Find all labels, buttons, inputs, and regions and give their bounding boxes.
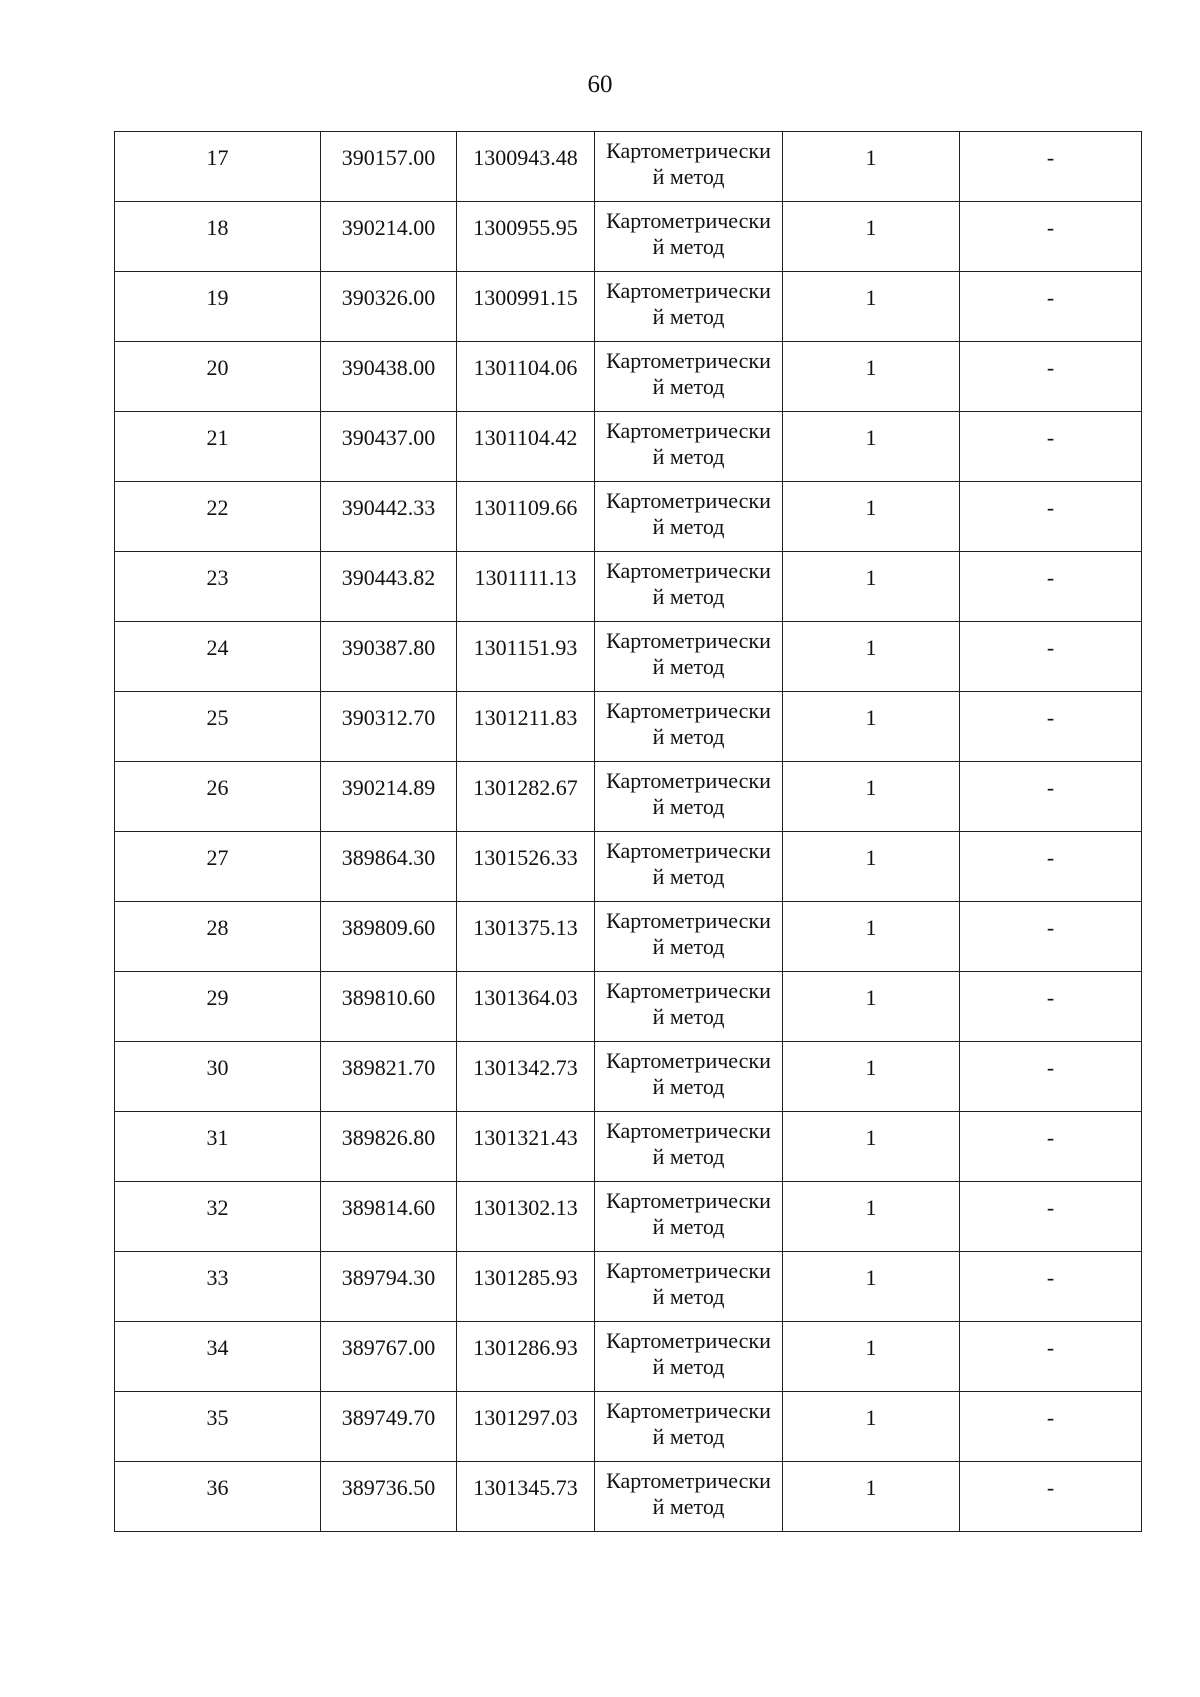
method-cell (595, 1112, 783, 1182)
y-coordinate-cell (457, 482, 595, 552)
note-cell-text: - (1046, 564, 1055, 590)
y-coordinate-cell-text: 1301342.73 (473, 1054, 578, 1080)
point-number-cell (115, 622, 321, 692)
x-coordinate-cell-text: 389749.70 (341, 1404, 436, 1430)
accuracy-cell (783, 272, 960, 342)
note-cell (960, 1112, 1142, 1182)
note-cell-text: - (1046, 1124, 1055, 1150)
accuracy-cell (783, 1042, 960, 1112)
x-coordinate-cell (321, 1112, 457, 1182)
method-cell (595, 1252, 783, 1322)
method-line-2: й метод (652, 303, 725, 329)
method-line-1: Картометрически (606, 837, 771, 863)
method-line-1: Картометрически (606, 977, 771, 1003)
note-cell-text: - (1046, 634, 1055, 660)
method-line-2: й метод (652, 1423, 725, 1449)
point-number-cell-text: 32 (206, 1194, 229, 1220)
table-row (115, 1182, 1142, 1252)
table-row (115, 1462, 1142, 1532)
note-cell-text: - (1046, 914, 1055, 940)
x-coordinate-cell-text: 389810.60 (341, 984, 436, 1010)
point-number-cell-text: 23 (206, 564, 229, 590)
accuracy-cell (783, 552, 960, 622)
method-cell (595, 692, 783, 762)
y-coordinate-cell-text: 1301297.03 (473, 1404, 578, 1430)
table-row (115, 832, 1142, 902)
accuracy-cell-text: 1 (865, 144, 877, 170)
table-row (115, 692, 1142, 762)
note-cell-text: - (1046, 284, 1055, 310)
note-cell (960, 622, 1142, 692)
x-coordinate-cell-text: 389794.30 (341, 1264, 436, 1290)
y-coordinate-cell-text: 1300943.48 (473, 144, 578, 170)
y-coordinate-cell-text: 1301151.93 (473, 634, 578, 660)
point-number-cell (115, 1322, 321, 1392)
table-row (115, 1042, 1142, 1112)
note-cell (960, 1252, 1142, 1322)
y-coordinate-cell (457, 1392, 595, 1462)
point-number-cell-text: 27 (206, 844, 229, 870)
x-coordinate-cell (321, 692, 457, 762)
method-cell (595, 202, 783, 272)
y-coordinate-cell (457, 132, 595, 202)
point-number-cell-text: 19 (206, 284, 229, 310)
accuracy-cell (783, 692, 960, 762)
method-line-2: й метод (652, 1353, 725, 1379)
method-line-2: й метод (652, 1003, 725, 1029)
table-row (115, 202, 1142, 272)
y-coordinate-cell (457, 972, 595, 1042)
method-line-2: й метод (652, 583, 725, 609)
accuracy-cell-text: 1 (865, 704, 877, 730)
note-cell-text: - (1046, 354, 1055, 380)
y-coordinate-cell (457, 412, 595, 482)
y-coordinate-cell-text: 1301285.93 (473, 1264, 578, 1290)
method-cell (595, 622, 783, 692)
method-cell (595, 272, 783, 342)
note-cell (960, 692, 1142, 762)
method-line-2: й метод (652, 1213, 725, 1239)
method-line-2: й метод (652, 443, 725, 469)
y-coordinate-cell-text: 1301321.43 (473, 1124, 578, 1150)
page-number: 60 (587, 71, 613, 98)
accuracy-cell-text: 1 (865, 984, 877, 1010)
method-line-1: Картометрически (606, 767, 771, 793)
method-line-1: Картометрически (606, 137, 771, 163)
x-coordinate-cell-text: 390442.33 (341, 494, 436, 520)
x-coordinate-cell-text: 389736.50 (341, 1474, 436, 1500)
note-cell (960, 1182, 1142, 1252)
x-coordinate-cell (321, 1252, 457, 1322)
table-row (115, 342, 1142, 412)
table-row (115, 972, 1142, 1042)
table-row (115, 1392, 1142, 1462)
y-coordinate-cell (457, 832, 595, 902)
x-coordinate-cell-text: 389826.80 (341, 1124, 436, 1150)
accuracy-cell (783, 1392, 960, 1462)
x-coordinate-cell-text: 390326.00 (341, 284, 436, 310)
method-cell (595, 832, 783, 902)
x-coordinate-cell-text: 390312.70 (341, 704, 436, 730)
y-coordinate-cell-text: 1301211.83 (473, 704, 578, 730)
method-line-2: й метод (652, 1283, 725, 1309)
method-cell (595, 342, 783, 412)
table-row (115, 762, 1142, 832)
y-coordinate-cell (457, 1042, 595, 1112)
point-number-cell-text: 24 (206, 634, 229, 660)
x-coordinate-cell-text: 390438.00 (341, 354, 436, 380)
accuracy-cell (783, 622, 960, 692)
note-cell-text: - (1046, 424, 1055, 450)
point-number-cell (115, 972, 321, 1042)
method-cell (595, 552, 783, 622)
accuracy-cell (783, 1462, 960, 1532)
point-number-cell (115, 692, 321, 762)
note-cell-text: - (1046, 984, 1055, 1010)
point-number-cell (115, 1182, 321, 1252)
method-line-2: й метод (652, 1493, 725, 1519)
point-number-cell (115, 902, 321, 972)
note-cell-text: - (1046, 1334, 1055, 1360)
note-cell-text: - (1046, 774, 1055, 800)
point-number-cell-text: 35 (206, 1404, 229, 1430)
method-line-2: й метод (652, 933, 725, 959)
x-coordinate-cell (321, 342, 457, 412)
point-number-cell-text: 22 (206, 494, 229, 520)
note-cell (960, 342, 1142, 412)
note-cell (960, 202, 1142, 272)
method-line-2: й метод (652, 373, 725, 399)
x-coordinate-cell (321, 482, 457, 552)
note-cell (960, 1322, 1142, 1392)
method-line-2: й метод (652, 863, 725, 889)
accuracy-cell (783, 1252, 960, 1322)
x-coordinate-cell (321, 132, 457, 202)
method-cell (595, 762, 783, 832)
method-line-2: й метод (652, 1143, 725, 1169)
accuracy-cell-text: 1 (865, 1334, 877, 1360)
method-line-1: Картометрически (606, 1397, 771, 1423)
method-cell (595, 902, 783, 972)
table-row (115, 482, 1142, 552)
accuracy-cell (783, 412, 960, 482)
y-coordinate-cell (457, 202, 595, 272)
x-coordinate-cell-text: 390214.89 (341, 774, 436, 800)
note-cell-text: - (1046, 1264, 1055, 1290)
x-coordinate-cell (321, 1322, 457, 1392)
point-number-cell (115, 832, 321, 902)
method-cell (595, 972, 783, 1042)
x-coordinate-cell (321, 202, 457, 272)
note-cell (960, 1042, 1142, 1112)
accuracy-cell-text: 1 (865, 214, 877, 240)
method-line-1: Картометрически (606, 1047, 771, 1073)
accuracy-cell (783, 1112, 960, 1182)
y-coordinate-cell-text: 1300955.95 (473, 214, 578, 240)
method-line-1: Картометрически (606, 1117, 771, 1143)
y-coordinate-cell-text: 1301282.67 (473, 774, 578, 800)
accuracy-cell-text: 1 (865, 844, 877, 870)
method-cell (595, 482, 783, 552)
y-coordinate-cell (457, 902, 595, 972)
note-cell (960, 412, 1142, 482)
x-coordinate-cell-text: 389821.70 (341, 1054, 436, 1080)
y-coordinate-cell (457, 762, 595, 832)
method-line-1: Картометрически (606, 347, 771, 373)
method-line-2: й метод (652, 653, 725, 679)
method-line-1: Картометрически (606, 1467, 771, 1493)
point-number-cell-text: 25 (206, 704, 229, 730)
method-cell (595, 1462, 783, 1532)
x-coordinate-cell (321, 1182, 457, 1252)
accuracy-cell-text: 1 (865, 1264, 877, 1290)
y-coordinate-cell-text: 1300991.15 (473, 284, 578, 310)
accuracy-cell-text: 1 (865, 1194, 877, 1220)
method-line-1: Картометрически (606, 1327, 771, 1353)
y-coordinate-cell (457, 552, 595, 622)
method-cell (595, 412, 783, 482)
note-cell-text: - (1046, 1474, 1055, 1500)
accuracy-cell-text: 1 (865, 564, 877, 590)
y-coordinate-cell-text: 1301375.13 (473, 914, 578, 940)
point-number-cell (115, 1462, 321, 1532)
method-line-2: й метод (652, 723, 725, 749)
coordinates-table (114, 131, 1142, 1532)
y-coordinate-cell-text: 1301104.42 (473, 424, 578, 450)
table-body (115, 132, 1142, 1532)
table-row (115, 412, 1142, 482)
point-number-cell-text: 21 (206, 424, 229, 450)
table-row (115, 902, 1142, 972)
x-coordinate-cell (321, 1462, 457, 1532)
table-row (115, 1112, 1142, 1182)
y-coordinate-cell-text: 1301104.06 (473, 354, 578, 380)
accuracy-cell (783, 482, 960, 552)
method-line-1: Картометрически (606, 207, 771, 233)
method-line-2: й метод (652, 513, 725, 539)
accuracy-cell-text: 1 (865, 1474, 877, 1500)
point-number-cell-text: 20 (206, 354, 229, 380)
accuracy-cell-text: 1 (865, 914, 877, 940)
note-cell-text: - (1046, 844, 1055, 870)
point-number-cell-text: 28 (206, 914, 229, 940)
note-cell-text: - (1046, 144, 1055, 170)
x-coordinate-cell (321, 552, 457, 622)
accuracy-cell-text: 1 (865, 1124, 877, 1150)
accuracy-cell-text: 1 (865, 774, 877, 800)
x-coordinate-cell-text: 389864.30 (341, 844, 436, 870)
note-cell-text: - (1046, 1404, 1055, 1430)
method-cell (595, 1392, 783, 1462)
x-coordinate-cell-text: 390157.00 (341, 144, 436, 170)
point-number-cell-text: 36 (206, 1474, 229, 1500)
x-coordinate-cell-text: 389809.60 (341, 914, 436, 940)
x-coordinate-cell (321, 762, 457, 832)
accuracy-cell (783, 972, 960, 1042)
y-coordinate-cell (457, 1112, 595, 1182)
x-coordinate-cell (321, 412, 457, 482)
table-row (115, 272, 1142, 342)
note-cell-text: - (1046, 704, 1055, 730)
note-cell (960, 482, 1142, 552)
accuracy-cell-text: 1 (865, 634, 877, 660)
note-cell-text: - (1046, 1054, 1055, 1080)
note-cell (960, 1392, 1142, 1462)
y-coordinate-cell-text: 1301111.13 (474, 564, 577, 590)
accuracy-cell (783, 342, 960, 412)
accuracy-cell-text: 1 (865, 284, 877, 310)
y-coordinate-cell-text: 1301286.93 (473, 1334, 578, 1360)
table-row (115, 622, 1142, 692)
point-number-cell (115, 1252, 321, 1322)
point-number-cell (115, 1392, 321, 1462)
y-coordinate-cell (457, 272, 595, 342)
method-line-1: Картометрически (606, 627, 771, 653)
x-coordinate-cell (321, 272, 457, 342)
x-coordinate-cell-text: 390437.00 (341, 424, 436, 450)
method-line-2: й метод (652, 1073, 725, 1099)
method-line-1: Картометрически (606, 1187, 771, 1213)
method-cell (595, 1042, 783, 1112)
accuracy-cell-text: 1 (865, 424, 877, 450)
y-coordinate-cell (457, 1322, 595, 1392)
point-number-cell-text: 18 (206, 214, 229, 240)
method-line-2: й метод (652, 233, 725, 259)
accuracy-cell (783, 762, 960, 832)
point-number-cell-text: 26 (206, 774, 229, 800)
y-coordinate-cell (457, 692, 595, 762)
y-coordinate-cell-text: 1301302.13 (473, 1194, 578, 1220)
y-coordinate-cell-text: 1301109.66 (473, 494, 578, 520)
y-coordinate-cell-text: 1301364.03 (473, 984, 578, 1010)
table-row (115, 552, 1142, 622)
x-coordinate-cell-text: 389767.00 (341, 1334, 436, 1360)
y-coordinate-cell (457, 342, 595, 412)
note-cell (960, 902, 1142, 972)
note-cell (960, 272, 1142, 342)
note-cell-text: - (1046, 494, 1055, 520)
point-number-cell (115, 552, 321, 622)
method-cell (595, 1182, 783, 1252)
point-number-cell-text: 33 (206, 1264, 229, 1290)
accuracy-cell-text: 1 (865, 494, 877, 520)
accuracy-cell (783, 1182, 960, 1252)
x-coordinate-cell (321, 1392, 457, 1462)
accuracy-cell (783, 902, 960, 972)
method-line-1: Картометрически (606, 487, 771, 513)
accuracy-cell-text: 1 (865, 1404, 877, 1430)
method-line-2: й метод (652, 163, 725, 189)
point-number-cell-text: 34 (206, 1334, 229, 1360)
accuracy-cell (783, 832, 960, 902)
note-cell (960, 762, 1142, 832)
point-number-cell (115, 132, 321, 202)
point-number-cell (115, 272, 321, 342)
x-coordinate-cell (321, 832, 457, 902)
note-cell-text: - (1046, 1194, 1055, 1220)
method-line-1: Картометрически (606, 1257, 771, 1283)
accuracy-cell-text: 1 (865, 1054, 877, 1080)
table-row (115, 132, 1142, 202)
point-number-cell-text: 30 (206, 1054, 229, 1080)
y-coordinate-cell (457, 1182, 595, 1252)
point-number-cell (115, 1112, 321, 1182)
point-number-cell (115, 1042, 321, 1112)
note-cell (960, 972, 1142, 1042)
accuracy-cell-text: 1 (865, 354, 877, 380)
y-coordinate-cell (457, 622, 595, 692)
table-row (115, 1322, 1142, 1392)
point-number-cell-text: 17 (206, 144, 229, 170)
x-coordinate-cell (321, 902, 457, 972)
x-coordinate-cell-text: 390443.82 (341, 564, 436, 590)
method-cell (595, 132, 783, 202)
accuracy-cell (783, 1322, 960, 1392)
point-number-cell-text: 29 (206, 984, 229, 1010)
method-line-1: Картометрически (606, 277, 771, 303)
method-line-1: Картометрически (606, 697, 771, 723)
x-coordinate-cell (321, 622, 457, 692)
note-cell (960, 552, 1142, 622)
method-line-1: Картометрически (606, 417, 771, 443)
method-line-1: Картометрически (606, 907, 771, 933)
method-line-2: й метод (652, 793, 725, 819)
y-coordinate-cell (457, 1252, 595, 1322)
table-row (115, 1252, 1142, 1322)
y-coordinate-cell-text: 1301345.73 (473, 1474, 578, 1500)
y-coordinate-cell-text: 1301526.33 (473, 844, 578, 870)
note-cell (960, 1462, 1142, 1532)
note-cell (960, 832, 1142, 902)
method-cell (595, 1322, 783, 1392)
accuracy-cell (783, 202, 960, 272)
x-coordinate-cell (321, 972, 457, 1042)
point-number-cell (115, 482, 321, 552)
point-number-cell-text: 31 (206, 1124, 229, 1150)
point-number-cell (115, 202, 321, 272)
y-coordinate-cell (457, 1462, 595, 1532)
note-cell (960, 132, 1142, 202)
x-coordinate-cell-text: 390387.80 (341, 634, 436, 660)
x-coordinate-cell-text: 389814.60 (341, 1194, 436, 1220)
point-number-cell (115, 762, 321, 832)
x-coordinate-cell (321, 1042, 457, 1112)
note-cell-text: - (1046, 214, 1055, 240)
method-line-1: Картометрически (606, 557, 771, 583)
accuracy-cell (783, 132, 960, 202)
x-coordinate-cell-text: 390214.00 (341, 214, 436, 240)
point-number-cell (115, 412, 321, 482)
point-number-cell (115, 342, 321, 412)
